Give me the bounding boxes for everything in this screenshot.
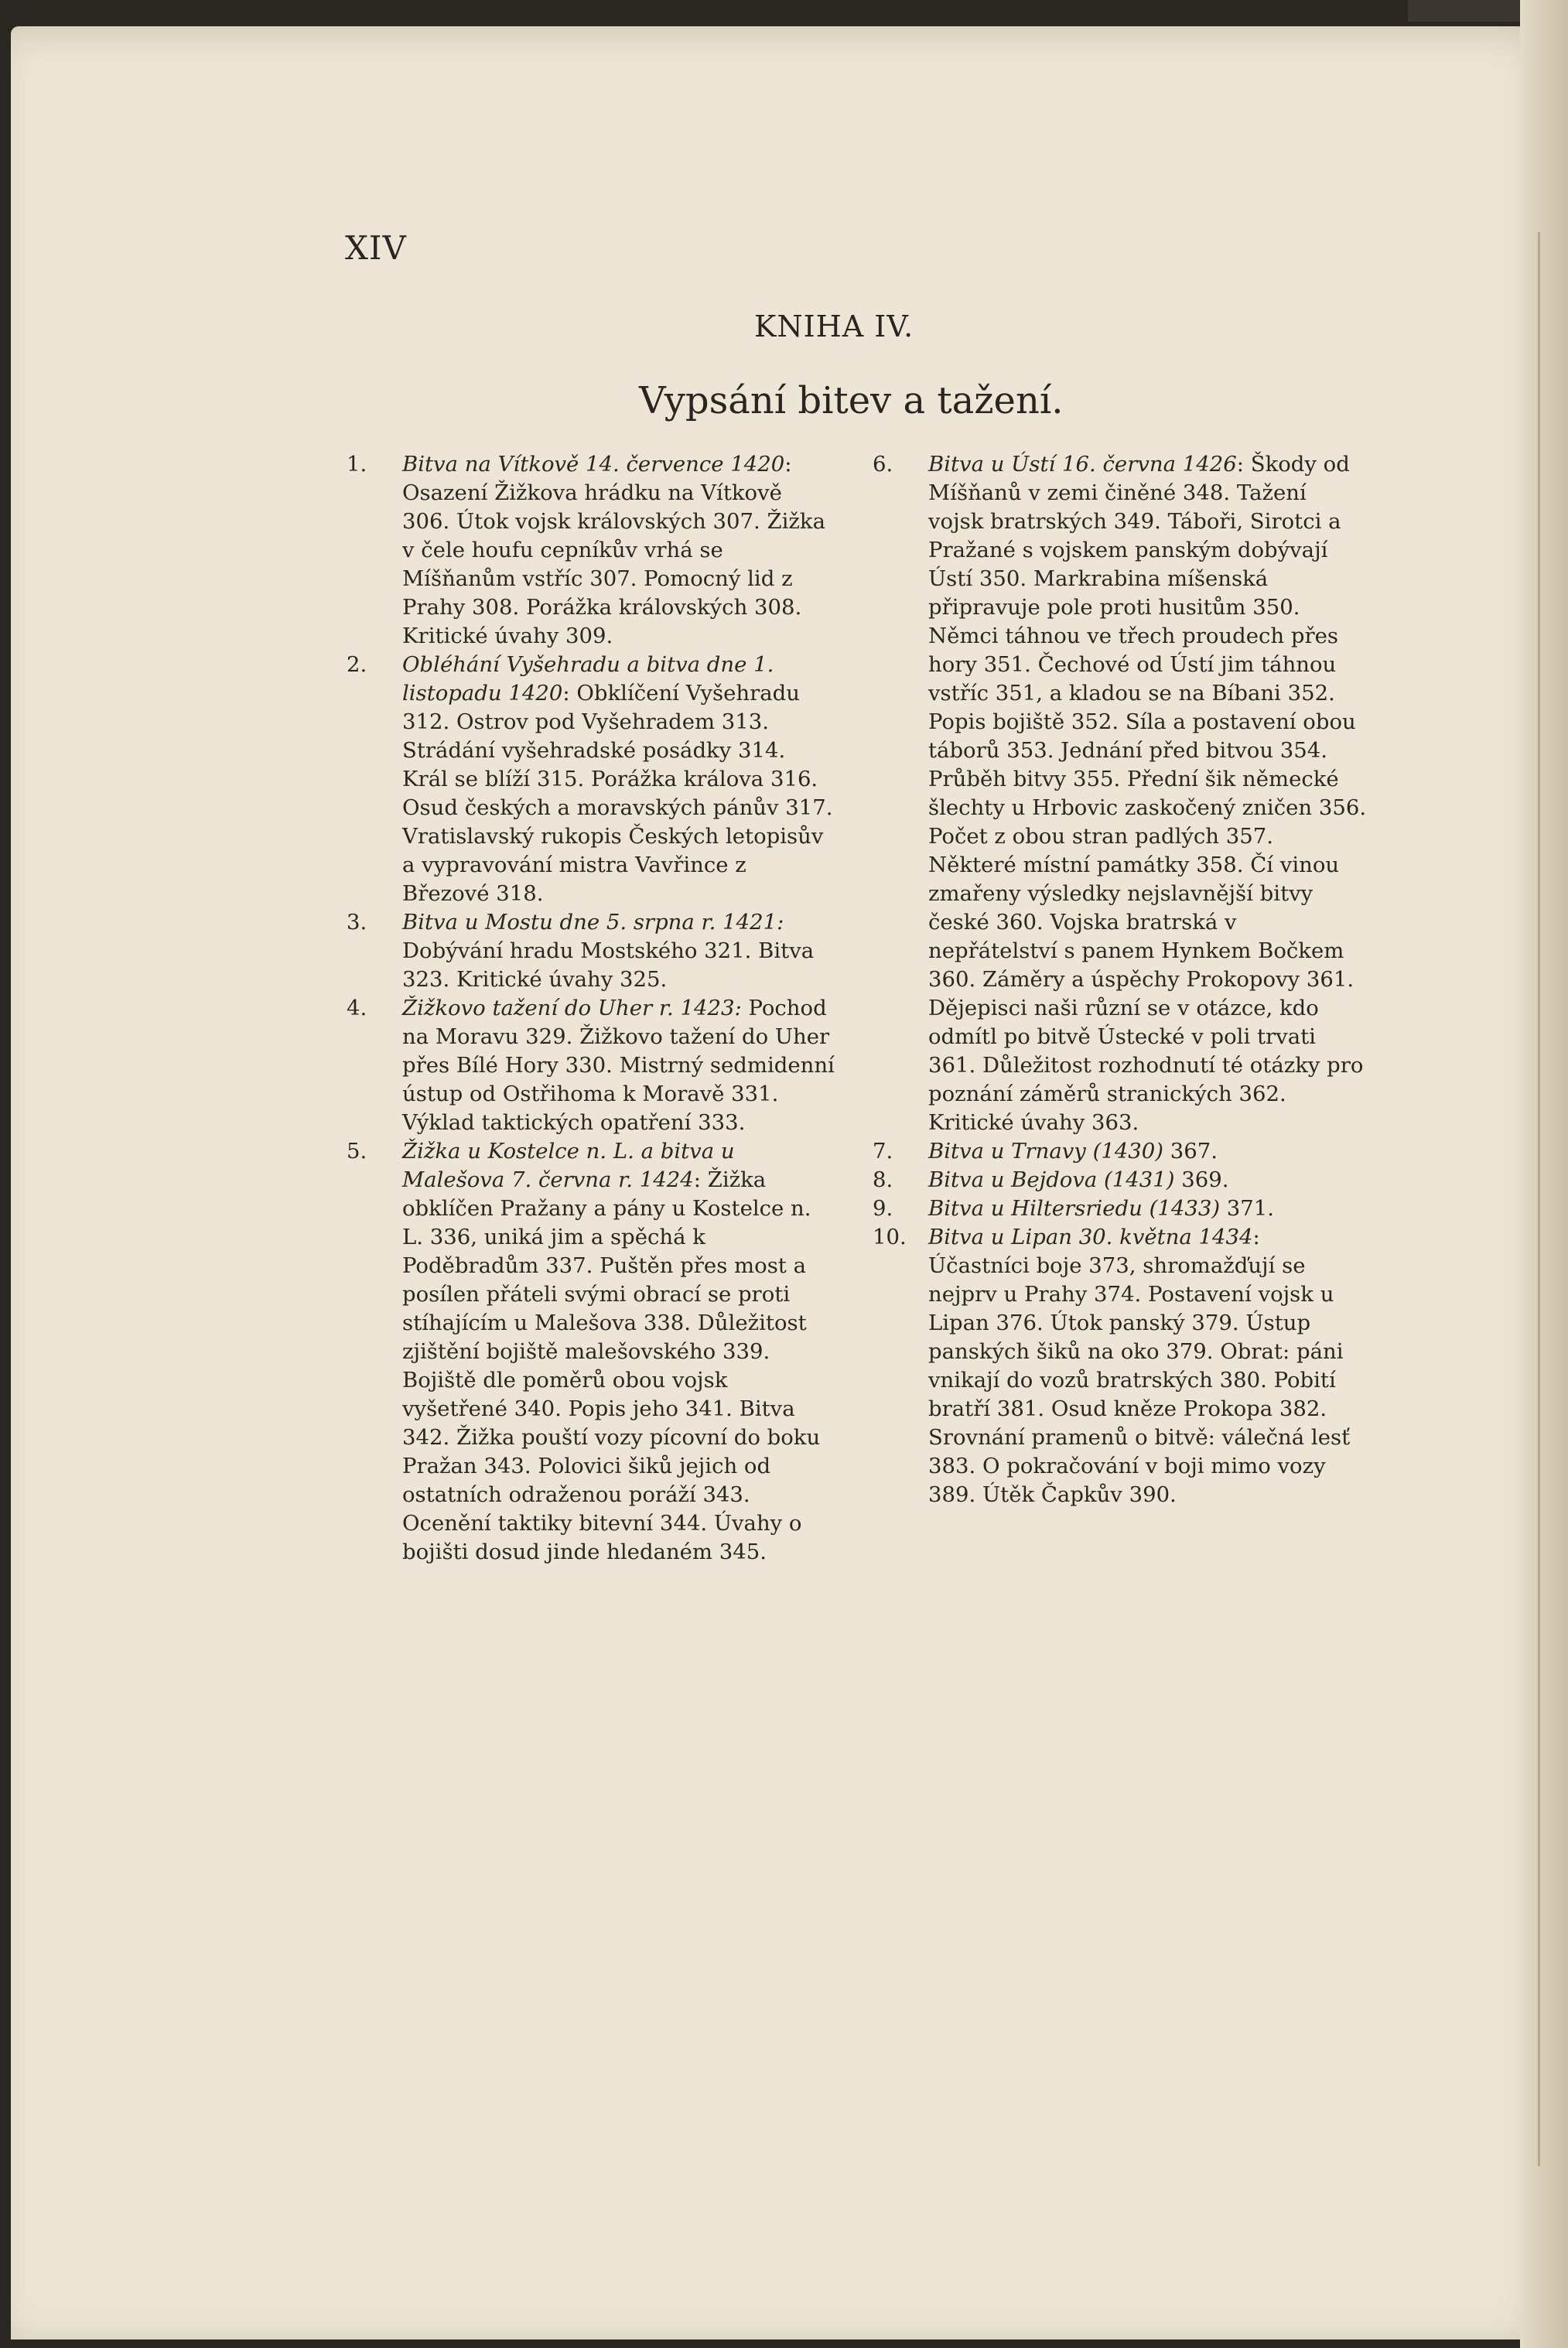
entry-text: 367. bbox=[1163, 1139, 1218, 1164]
entry-number: 1. bbox=[347, 452, 367, 477]
contents-entry bbox=[873, 1195, 1368, 1223]
entry-text: Dobývání hradu Mostského 321. Bitva 323. Kritické úvahy 325. bbox=[402, 938, 815, 992]
entry-heading: Bitva na Vítkově 14. července 1420 bbox=[402, 452, 785, 477]
contents-right-column bbox=[873, 450, 1368, 1509]
entry-heading: Žižkovo tažení do Uher r. 1423: bbox=[402, 996, 742, 1020]
chapter-title: Vypsání bitev a tažení. bbox=[639, 379, 1064, 422]
contents-entry bbox=[347, 908, 835, 994]
entry-heading: Žižka u Kostelce n. L. a bitva u Malešova 7. června r. 1424 bbox=[402, 1139, 735, 1192]
entry-number: 7. bbox=[873, 1139, 893, 1164]
entry-number: 2. bbox=[347, 652, 367, 677]
page-number: XIV bbox=[345, 229, 407, 267]
entry-text: : Osazení Žižkova hrádku na Vítkově 306. Útok vojsk královských 307. Žižka v čele houfu cepníkův vrhá se Míšňanům vstříc 307. Pomocný lid z Prahy 308. Porážka královských 308. Kritické úvahy 309. bbox=[402, 452, 825, 648]
entry-heading: Bitva u Mostu dne 5. srpna r. 1421: bbox=[402, 910, 784, 935]
entry-text: : Žižka obklíčen Pražany a pány u Kostelce n. L. 336, uniká jim a spěchá k Poděbradům 337. Puštěn přes most a posílen přáteli svými obrací se proti stíhajícím u Malešova 338. Důležitost zjištění bojiště malešovského 339. Bojiště dle poměrů obou vojsk vyšetřené 340. Popis jeho 341. Bitva 342. Žižka pouští vozy pícovní do boku Pražan 343. Polovici šiků jejich od ostatních odraženou poráží 343. Ocenění taktiky bitevní 344. Úvahy o bojišti dosud jinde hledaném 345. bbox=[402, 1167, 821, 1564]
entry-text: : Obklíčení Vyšehradu 312. Ostrov pod Vyšehradem 313. Strádání vyšehradské posádky 314. Král se blíží 315. Porážka králova 316. Osud českých a moravských pánův 317. Vratislavský rukopis Českých letopisův a vypravování mistra Vavřince z Březové 318. bbox=[402, 681, 833, 906]
entry-text: : Škody od Míšňanů v zemi činěné 348. Tažení vojsk bratrských 349. Táboři, Sirotci a Pražané s vojskem panským dobývají Ústí 350. Markrabina míšenská připravuje pole proti husitům 350. Němci táhnou ve třech proudech přes hory 351. Čechové od Ústí jim táhnou vstříc 351, a kladou se na Bíbani 352. Popis bojiště 352. Síla a postavení obou táborů 353. Jednání před bitvou 354. Průběh bitvy 355. Přední šik německé šlechty u Hrbovic zaskočený zničen 356. Počet z obou stran padlých 357. Některé místní památky 358. Čí vinou zmařeny výsledky nejslavnější bitvy české 360. Vojska bratrská v nepřátelství s panem Hynkem Bočkem 360. Záměry a úspěchy Prokopovy 361. Dějepisci naši různí se v otázce, kdo odmítl po bitvě Ústecké v poli trvati 361. Důležitost rozhodnutí té otázky pro poznání záměrů stranických 362. Kritické úvahy 363. bbox=[928, 452, 1367, 1135]
entry-heading: Bitva u Hiltersriedu (1433) bbox=[928, 1196, 1221, 1221]
entry-heading: Bitva u Bejdova (1431) bbox=[928, 1167, 1175, 1192]
page-edge bbox=[1520, 0, 1568, 2348]
entry-number: 8. bbox=[873, 1167, 893, 1192]
entry-number: 9. bbox=[873, 1196, 893, 1221]
entry-number: 6. bbox=[873, 452, 893, 477]
book-title: KNIHA IV. bbox=[754, 309, 914, 343]
entry-text: 369. bbox=[1174, 1167, 1229, 1192]
entry-number: 10. bbox=[873, 1225, 907, 1249]
entry-heading: Bitva u Lipan 30. května 1434 bbox=[928, 1225, 1253, 1249]
entry-number: 3. bbox=[347, 910, 367, 935]
contents-left-column bbox=[347, 450, 835, 1567]
entry-heading: Bitva u Ústí 16. června 1426 bbox=[928, 452, 1237, 477]
entry-text: Pochod na Moravu 329. Žižkovo tažení do Uher přes Bílé Hory 330. Mistrný sedmidenní ústup od Ostřihoma k Moravě 331. Výklad taktických opatření 333. bbox=[402, 996, 835, 1135]
entry-heading: Bitva u Trnavy (1430) bbox=[928, 1139, 1164, 1164]
contents-entry bbox=[347, 651, 835, 908]
contents-entry bbox=[873, 450, 1368, 1137]
entry-number: 4. bbox=[347, 996, 367, 1020]
entry-text: 371. bbox=[1220, 1196, 1275, 1221]
contents-entry bbox=[347, 994, 835, 1137]
contents-entry bbox=[873, 1137, 1368, 1166]
entry-number: 5. bbox=[347, 1139, 367, 1164]
contents-entry bbox=[873, 1223, 1368, 1509]
entry-heading: Obléhání Vyšehradu a bitva dne 1. listopadu 1420 bbox=[402, 652, 774, 706]
contents-entry bbox=[347, 450, 835, 651]
page-fold-line bbox=[1538, 232, 1540, 2166]
contents-entry bbox=[347, 1137, 835, 1567]
contents-entry bbox=[873, 1166, 1368, 1195]
entry-text: : Účastníci boje 373, shromažďují se nejprv u Prahy 374. Postavení vojsk u Lipan 376. Útok panský 379. Ústup panských šiků na oko 379. Obrat: páni vnikají do vozů bratrských 380. Pobití bratří 381. Osud kněze Prokopa 382. Srovnání pramenů o bitvě: válečná lesť 383. O pokračování v boji mimo vozy 389. Útěk Čapkův 390. bbox=[928, 1225, 1351, 1507]
